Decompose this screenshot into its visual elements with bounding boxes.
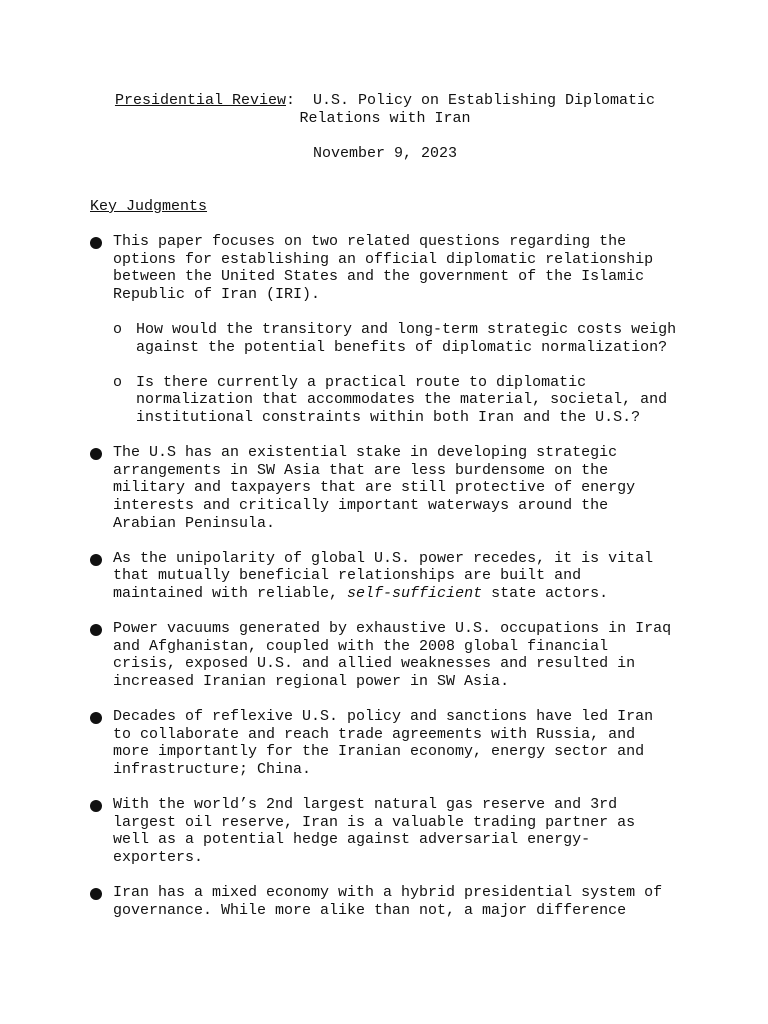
- judgment-text: maintained with reliable,: [113, 584, 348, 602]
- title-text-line-1: : U.S. Policy on Establishing Diplomatic: [285, 92, 656, 109]
- document-title: [90, 92, 680, 127]
- sub-question-list: [113, 321, 690, 427]
- judgment-line: Power vacuums generated by exhaustive U.S. occupations in Iraq: [113, 620, 672, 638]
- judgment-line: well as a potential hedge against adversarial energy-: [113, 831, 591, 849]
- judgment-line: arrangements in SW Asia that are less burdensome on the: [113, 461, 609, 479]
- judgment-line-mixed: [113, 585, 690, 603]
- judgment-line: interests and critically important waterways around the: [113, 496, 609, 514]
- judgment-line: military and taxpayers that are still protective of energy: [113, 479, 636, 497]
- judgment-line: This paper focuses on two related questions regarding the: [113, 233, 627, 250]
- sub-question-line: Is there currently a practical route to diplomatic: [136, 373, 587, 391]
- bullet-dot-icon: [90, 624, 102, 636]
- judgment-line: that mutually beneficial relationships are built and: [113, 567, 582, 585]
- judgment-line: governance. While more alike than not, a major difference: [113, 901, 627, 919]
- key-judgments-list: [90, 233, 690, 937]
- judgment-line: increased Iranian regional power in SW Asia.: [113, 672, 510, 690]
- judgment-item: [90, 233, 690, 427]
- sub-bullet-marker: o: [113, 320, 123, 338]
- judgment-line: to collaborate and reach trade agreements with Russia, and: [113, 725, 636, 743]
- sub-question-line: institutional constraints within both Iran and the U.S.?: [136, 408, 641, 426]
- sub-question-line: How would the transitory and long-term strategic costs weigh: [136, 320, 677, 338]
- judgment-line: infrastructure; China.: [113, 760, 312, 778]
- judgment-line: more importantly for the Iranian economy, energy sector and: [113, 743, 645, 761]
- sub-bullet-marker: o: [113, 373, 123, 391]
- judgment-line: exporters.: [113, 848, 204, 866]
- judgment-line: Arabian Peninsula.: [113, 514, 276, 532]
- sub-question-line: normalization that accommodates the material, societal, and: [136, 391, 668, 409]
- judgment-line: options for establishing an official diplomatic relationship: [113, 250, 654, 268]
- bullet-dot-icon: [90, 712, 102, 724]
- sub-question-item: [113, 374, 690, 427]
- judgment-item: [90, 444, 690, 532]
- key-judgments-heading: Key Judgments: [90, 198, 208, 215]
- document-date: November 9, 2023: [312, 145, 458, 162]
- presidential-review-label: Presidential Review: [114, 92, 286, 109]
- judgment-line: crisis, exposed U.S. and allied weaknesses and resulted in: [113, 655, 636, 673]
- bullet-dot-icon: [90, 888, 102, 900]
- judgment-line: Iran has a mixed economy with a hybrid presidential system of: [113, 883, 663, 901]
- judgment-line: With the world’s 2nd largest natural gas reserve and 3rd: [113, 796, 618, 813]
- judgment-item: [90, 884, 690, 919]
- title-line-2: Relations with Iran: [299, 109, 471, 127]
- title-line-1: [90, 92, 680, 110]
- judgment-line: and Afghanistan, coupled with the 2008 global financial: [113, 637, 609, 655]
- judgment-line: The U.S has an existential stake in developing strategic: [113, 444, 618, 462]
- bullet-dot-icon: [90, 237, 102, 249]
- bullet-dot-icon: [90, 554, 102, 566]
- judgment-line: As the unipolarity of global U.S. power recedes, it is vital: [113, 549, 654, 567]
- sub-question-item: [113, 321, 690, 356]
- judgment-line: between the United States and the government of the Islamic: [113, 268, 645, 286]
- judgment-item: [90, 620, 690, 690]
- bullet-dot-icon: [90, 800, 102, 812]
- judgment-text: state actors.: [482, 584, 609, 602]
- judgment-item: [90, 550, 690, 603]
- judgment-line: Republic of Iran (IRI).: [113, 285, 321, 303]
- judgment-line: Decades of reflexive U.S. policy and sanctions have led Iran: [113, 708, 654, 726]
- judgment-line: largest oil reserve, Iran is a valuable trading partner as: [113, 813, 636, 831]
- judgment-item: [90, 708, 690, 778]
- judgment-item: [90, 796, 690, 866]
- sub-question-line: against the potential benefits of diplomatic normalization?: [136, 338, 668, 356]
- bullet-dot-icon: [90, 448, 102, 460]
- emphasis-text: self-sufficient: [347, 584, 483, 602]
